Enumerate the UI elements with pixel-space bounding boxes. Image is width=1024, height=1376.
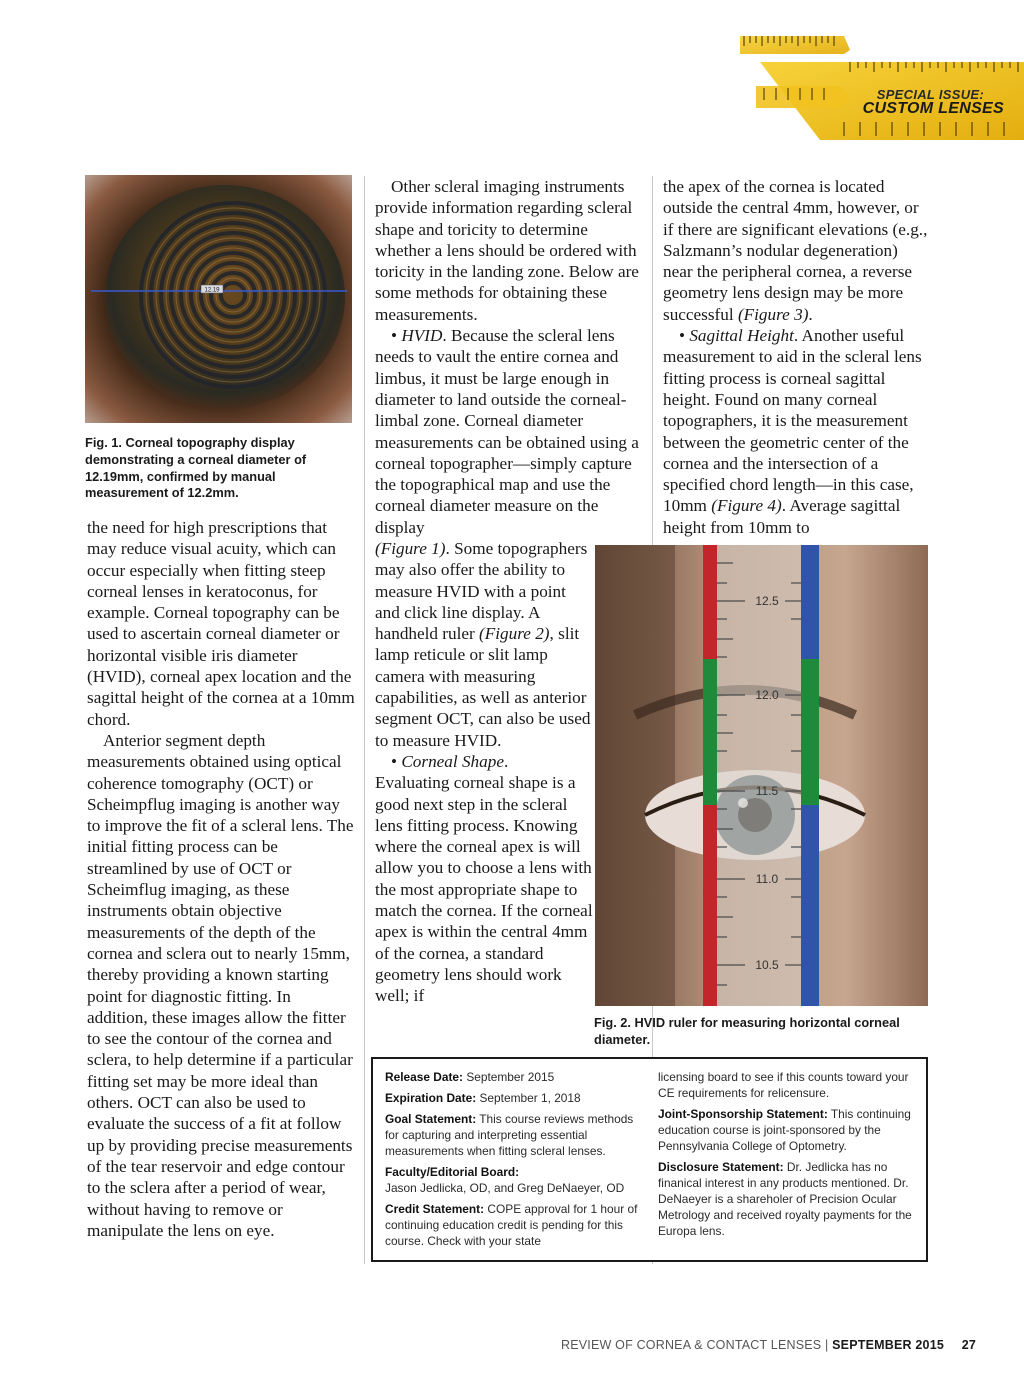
- sag-text-end: . Average sagittal height from 10mm to: [663, 496, 901, 537]
- expiration-value: September 1, 2018: [479, 1091, 581, 1105]
- col1-paragraph-2: Anterior segment depth measurements obtained using optical coherence tomography (OCT) or Scheimpflug imaging is another way to improve the fit of a scleral lens. The initial fitting process can be streamlined by use of OCT or Scheimflug imaging, as these instruments obtain objective measurements of the depth of the cornea and sclera out to nearly 15mm, thereby providing a known starting point for diagnostic fitting. In addition, these images allow the fitter to see the contour of the cornea and sclera, to help determine if a particular fitting set may be more ideal than others. OCT can also be used to evaluate the success of a fit at follow up by providing precise measurements of the tear reservoir and edge contour to the sclera after a period of wear, without having to remove or manipulate the lens on eye.: [87, 730, 354, 1240]
- hvid-bullet: •: [391, 326, 398, 346]
- ce-info-right: [658, 1069, 920, 1244]
- disclosure-label: Disclosure Statement:: [658, 1160, 784, 1174]
- col3-sagittal-paragraph: [663, 325, 931, 538]
- expiration-label: Expiration Date:: [385, 1091, 477, 1105]
- release-date: [385, 1069, 647, 1085]
- joint-value: This continuing education course is joint-sponsored by the Pennsylvania College of Optometry.: [658, 1107, 911, 1153]
- ruler-label-10-5: 10.5: [755, 958, 779, 972]
- col2-hvid-paragraph: [375, 325, 645, 538]
- issue-month: SEPTEMBER 2015: [832, 1338, 944, 1352]
- hvid-text: . Because the scleral lens needs to vault the entire cornea and limbus, it must be large enough in diameter to land outside the corneal-limbal zone. Corneal diameter measurements can be obtained using a corneal topographer—simply capture the topographical map and use the corneal diameter measure on the display: [375, 326, 639, 537]
- release-label: Release Date:: [385, 1070, 463, 1084]
- hvid-text-3: , slit lamp reticule or slit lamp camera with measuring capabilities, as well as anterior segment OCT, can also be used to measure HVID.: [375, 624, 591, 750]
- ruler-banner-graphic: [740, 32, 1024, 140]
- disclosure-statement: [658, 1159, 920, 1239]
- goal-statement: [385, 1111, 647, 1159]
- ce-info-left: [385, 1069, 647, 1254]
- goal-value: This course reviews methods for capturing and interpreting essential measurements when fitting scleral lenses.: [385, 1112, 634, 1158]
- shape-term-end: .: [503, 751, 509, 771]
- faculty-board: [385, 1164, 647, 1196]
- figure-1-ref: (Figure 1): [375, 539, 446, 558]
- ruler-label-11-5: 11.5: [755, 784, 779, 798]
- sag-text: . Another useful measurement to aid in the scleral lens fitting process is corneal sagittal height. Found on many corneal topographers, it is the measurement between the geometric center of the cornea and the intersection of a specified chord length—in this case, 10mm: [663, 326, 922, 516]
- figure-2-hvid-ruler-image: [595, 545, 928, 1006]
- col3-paragraph-1: [663, 176, 931, 325]
- release-value: September 2015: [466, 1070, 555, 1084]
- col3-text-1-end: .: [808, 304, 813, 324]
- col2-hvid-continued: [375, 538, 593, 751]
- sag-term: Sagittal Height: [689, 326, 794, 346]
- col3-text-1: the apex of the cornea is located outside the central 4mm, however, or if there are significant elevations (e.g., Salzmann’s nodular degeneration) near the peripheral cornea, a reverse geometry lens design may be more successful: [663, 177, 928, 324]
- article-column-2-wrap: [375, 538, 593, 1007]
- credit-value: COPE approval for 1 hour of continuing education credit is pending for this course. Check with your state: [385, 1202, 638, 1248]
- figure-2-caption: Fig. 2. HVID ruler for measuring horizontal corneal diameter.: [594, 1015, 900, 1047]
- credit-label: Credit Statement:: [385, 1202, 485, 1216]
- article-column-2: [375, 176, 645, 538]
- hvid-term: HVID: [401, 326, 443, 346]
- shape-bullet: •: [391, 751, 398, 771]
- figure-1-topography-image: [85, 175, 352, 423]
- special-issue-banner: [740, 32, 1024, 140]
- col1-paragraph-1: the need for high prescriptions that may reduce visual acuity, which can occur especially when fitting steep corneal lenses in keratoconus, for example. Corneal topography can be used to ascertain corneal diameter or horizontal visible iris diameter (HVID), corneal apex location and the sagittal height of the cornea at a 10mm chord.: [87, 518, 355, 729]
- ruler-label-12-0: 12.0: [755, 688, 779, 702]
- faculty-label: Faculty/Editorial Board:: [385, 1165, 520, 1179]
- hvid-text-2: . Some topographers may also offer the ability to measure HVID with a point and click line display. A handheld ruler: [375, 539, 588, 644]
- credit-continued: licensing board to see if this counts toward your CE requirements for relicensure.: [658, 1070, 909, 1100]
- figure-2-ref: (Figure 2): [479, 624, 550, 644]
- joint-label: Joint-Sponsorship Statement:: [658, 1107, 828, 1121]
- page-number: 27: [961, 1338, 976, 1352]
- credit-statement: [385, 1201, 647, 1249]
- column-rule-left: [364, 176, 365, 1264]
- diameter-readout: 12.19: [204, 287, 220, 294]
- article-column-1: [87, 517, 355, 1241]
- journal-name: REVIEW OF CORNEA & CONTACT LENSES |: [560, 1338, 829, 1352]
- ruler-label-11-0: 11.0: [755, 872, 779, 886]
- figure-1-caption: Fig. 1. Corneal topography display demonstrating a corneal diameter of 12.19mm, confirmed by manual measurement of 12.2mm.: [85, 435, 307, 501]
- banner-kicker: SPECIAL ISSUE:: [876, 87, 984, 102]
- col2-shape-paragraph: Evaluating corneal shape is a good next step in the scleral lens fitting process. Knowing where the corneal apex is will allow you to choose a lens with the most appropriate shape to match the cornea. If the corneal apex is within the central 4mm of the cornea, a standard geometry lens should work well; if: [375, 773, 593, 1006]
- expiration-date: [385, 1090, 647, 1106]
- joint-sponsorship: [658, 1106, 920, 1154]
- col2-paragraph-1: Other scleral imaging instruments provide information regarding scleral shape and toricity to determine whether a lens should be ordered with toricity in the landing zone. Below are some methods for obtaining these measurements.: [375, 177, 639, 324]
- ce-info-box: [371, 1057, 928, 1262]
- goal-label: Goal Statement:: [385, 1112, 477, 1126]
- faculty-value: Jason Jedlicka, OD, and Greg DeNaeyer, OD: [385, 1181, 625, 1195]
- shape-term: Corneal Shape: [401, 751, 504, 771]
- col2-shape-heading: [375, 751, 593, 772]
- page-footer: [561, 1338, 976, 1352]
- hvid-ruler-graphic: [595, 545, 928, 1006]
- article-column-3: [663, 176, 931, 538]
- eye-topography-graphic: [85, 175, 352, 423]
- ruler-label-12-5: 12.5: [755, 594, 779, 608]
- banner-title: CUSTOM LENSES: [862, 100, 1004, 117]
- figure-4-ref: (Figure 4): [711, 496, 782, 516]
- figure-3-ref: (Figure 3): [737, 304, 809, 324]
- sag-bullet: •: [679, 326, 686, 346]
- disclosure-value: Dr. Jedlicka has no finanical interest in any products mentioned. Dr. DeNaeyer is a shareholer of Precision Ocular Metrology and received royalty payments for the Europa lens.: [658, 1160, 912, 1238]
